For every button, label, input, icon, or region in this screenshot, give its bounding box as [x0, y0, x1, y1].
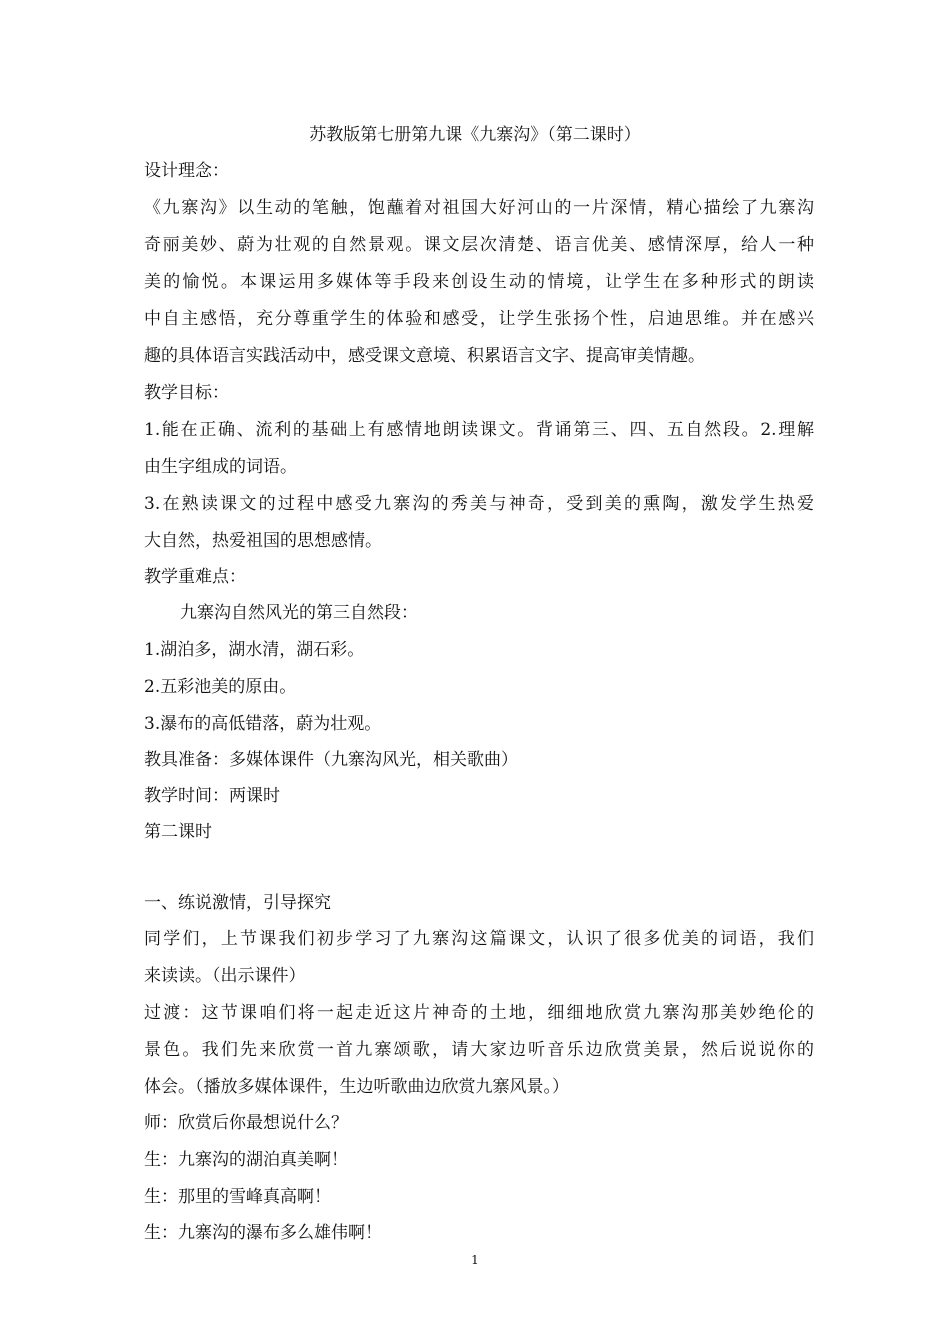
paragraph-line: 由生字组成的词语。	[144, 457, 297, 477]
document-title: 苏教版第七册第九课《九寨沟》（第二课时）	[309, 125, 641, 145]
paragraph-line: 九寨沟自然风光的第三自然段：	[180, 603, 418, 623]
paragraph-line: 3.在熟读课文的过程中感受九寨沟的秀美与神奇，受到美的熏陶，激发学生热爱	[144, 494, 814, 514]
dialogue-line: 生：九寨沟的瀑布多么雄伟啊！	[144, 1223, 382, 1243]
paragraph-line: 同学们，上节课我们初步学习了九寨沟这篇课文，认识了很多优美的词语，我们	[144, 929, 814, 949]
paragraph-line: 奇丽美妙、蔚为壮观的自然景观。课文层次清楚、语言优美、感情深厚，给人一种	[144, 235, 814, 255]
paragraph-line: 景色。我们先来欣赏一首九寨颂歌，请大家边听音乐边欣赏美景，然后说说你的	[144, 1040, 814, 1060]
paragraph-line: 中自主感悟，充分尊重学生的体验和感受，让学生张扬个性，启迪思维。并在感兴	[144, 309, 814, 329]
paragraph-line: 教具准备：多媒体课件（九寨沟风光，相关歌曲）	[144, 750, 518, 770]
section-heading-goals: 教学目标：	[144, 383, 229, 403]
dialogue-line: 师：欣赏后你最想说什么？	[144, 1113, 348, 1133]
paragraph-line: 来读读。（出示课件）	[144, 966, 306, 986]
section-heading-design: 设计理念：	[144, 161, 229, 181]
paragraph-line: 体会。（播放多媒体课件，生边听歌曲边欣赏九寨风景。）	[144, 1077, 569, 1097]
paragraph-line: 《九寨沟》以生动的笔触，饱蘸着对祖国大好河山的一片深情，精心描绘了九寨沟	[144, 198, 814, 218]
dialogue-line: 生：那里的雪峰真高啊！	[144, 1187, 331, 1207]
list-item: 3.瀑布的高低错落，蔚为壮观。	[144, 714, 382, 734]
section-heading-key-points: 教学重难点：	[144, 567, 246, 587]
list-item: 2.五彩池美的原由。	[144, 677, 297, 697]
section-heading-part-one: 一、练说激情，引导探究	[144, 893, 331, 913]
paragraph-line: 过渡：这节课咱们将一起走近这片神奇的土地，细细地欣赏九寨沟那美妙绝伦的	[144, 1003, 814, 1023]
paragraph-line: 大自然，热爱祖国的思想感情。	[144, 531, 382, 551]
paragraph-line: 趣的具体语言实践活动中，感受课文意境、积累语言文字、提高审美情趣。	[144, 346, 705, 366]
paragraph-line: 美的愉悦。本课运用多媒体等手段来创设生动的情境，让学生在多种形式的朗读	[144, 272, 814, 292]
page-number: 1	[471, 1253, 479, 1267]
list-item: 1.湖泊多，湖水清，湖石彩。	[144, 640, 365, 660]
dialogue-line: 生：九寨沟的湖泊真美啊！	[144, 1150, 348, 1170]
section-heading-lesson: 第二课时	[144, 822, 212, 842]
paragraph-line: 1.能在正确、流利的基础上有感情地朗读课文。背诵第三、四、五自然段。2.理解	[144, 420, 814, 440]
paragraph-line: 教学时间：两课时	[144, 786, 280, 806]
